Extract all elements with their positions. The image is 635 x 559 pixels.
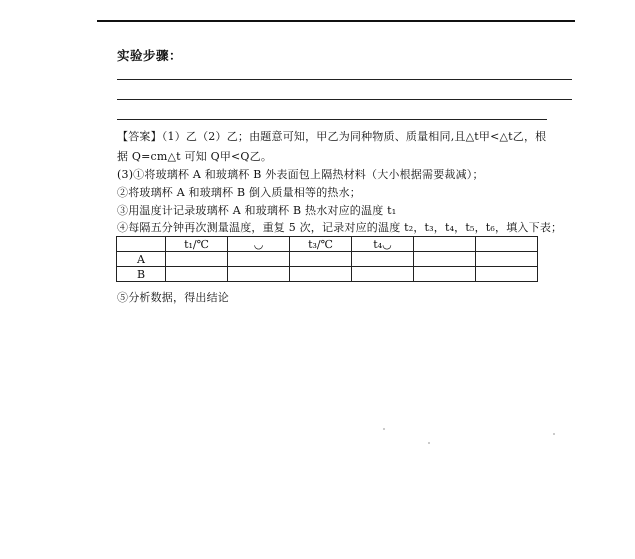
answer-line-1: 【答案】（1）乙（2）乙；由题意可知，甲乙为同种物质、质量相同,且△t甲<△t乙，根 bbox=[117, 130, 547, 143]
table-cell bbox=[228, 267, 290, 282]
table-cell bbox=[414, 252, 476, 267]
table-cell bbox=[352, 267, 414, 282]
scan-speck bbox=[553, 433, 555, 435]
table-header-row bbox=[117, 237, 538, 252]
top-border-rule bbox=[97, 20, 575, 22]
experiment-steps-heading: 实验步骤： bbox=[117, 48, 183, 63]
table-row bbox=[117, 267, 538, 282]
table-header-cell bbox=[117, 237, 166, 252]
table-header-cell: t₄◡ bbox=[352, 237, 414, 252]
table-cell: B bbox=[117, 267, 166, 282]
step-5: ⑤分析数据，得出结论 bbox=[117, 291, 229, 304]
table-row bbox=[117, 252, 538, 267]
scan-speck bbox=[428, 442, 430, 444]
table-header-cell bbox=[476, 237, 538, 252]
table-cell: A bbox=[117, 252, 166, 267]
table-cell bbox=[290, 267, 352, 282]
answer-blank-line-1 bbox=[117, 79, 572, 80]
step-3: ③用温度计记录玻璃杯 A 和玻璃杯 B 热水对应的温度 t₁ bbox=[117, 204, 397, 217]
step-4: ④每隔五分钟再次测量温度，重复 5 次，记录对应的温度 t₂，t₃，t₄，t₅，t₆，填入下表； bbox=[117, 221, 563, 234]
table-cell bbox=[166, 267, 228, 282]
table-header-cell: ◡ bbox=[228, 237, 290, 252]
table-cell bbox=[166, 252, 228, 267]
table-header-cell: t₁/℃ bbox=[166, 237, 228, 252]
table-cell bbox=[228, 252, 290, 267]
table-header-cell bbox=[414, 237, 476, 252]
step-2: ②将玻璃杯 A 和玻璃杯 B 倒入质量相等的热水； bbox=[117, 186, 362, 199]
table-header-cell: t₃/℃ bbox=[290, 237, 352, 252]
temperature-table bbox=[116, 236, 538, 282]
table-cell bbox=[352, 252, 414, 267]
answer-blank-line-3 bbox=[117, 119, 547, 120]
table-cell bbox=[476, 267, 538, 282]
table-cell bbox=[476, 252, 538, 267]
answer-blank-line-2 bbox=[117, 99, 572, 100]
table-cell bbox=[414, 267, 476, 282]
scan-speck bbox=[383, 428, 385, 430]
answer-line-2: 据 Q=cm△t 可知 Q甲<Q乙。 bbox=[117, 150, 273, 163]
table-cell bbox=[290, 252, 352, 267]
step-3-1: (3)①将玻璃杯 A 和玻璃杯 B 外表面包上隔热材料（大小根据需要裁减）； bbox=[117, 168, 484, 181]
